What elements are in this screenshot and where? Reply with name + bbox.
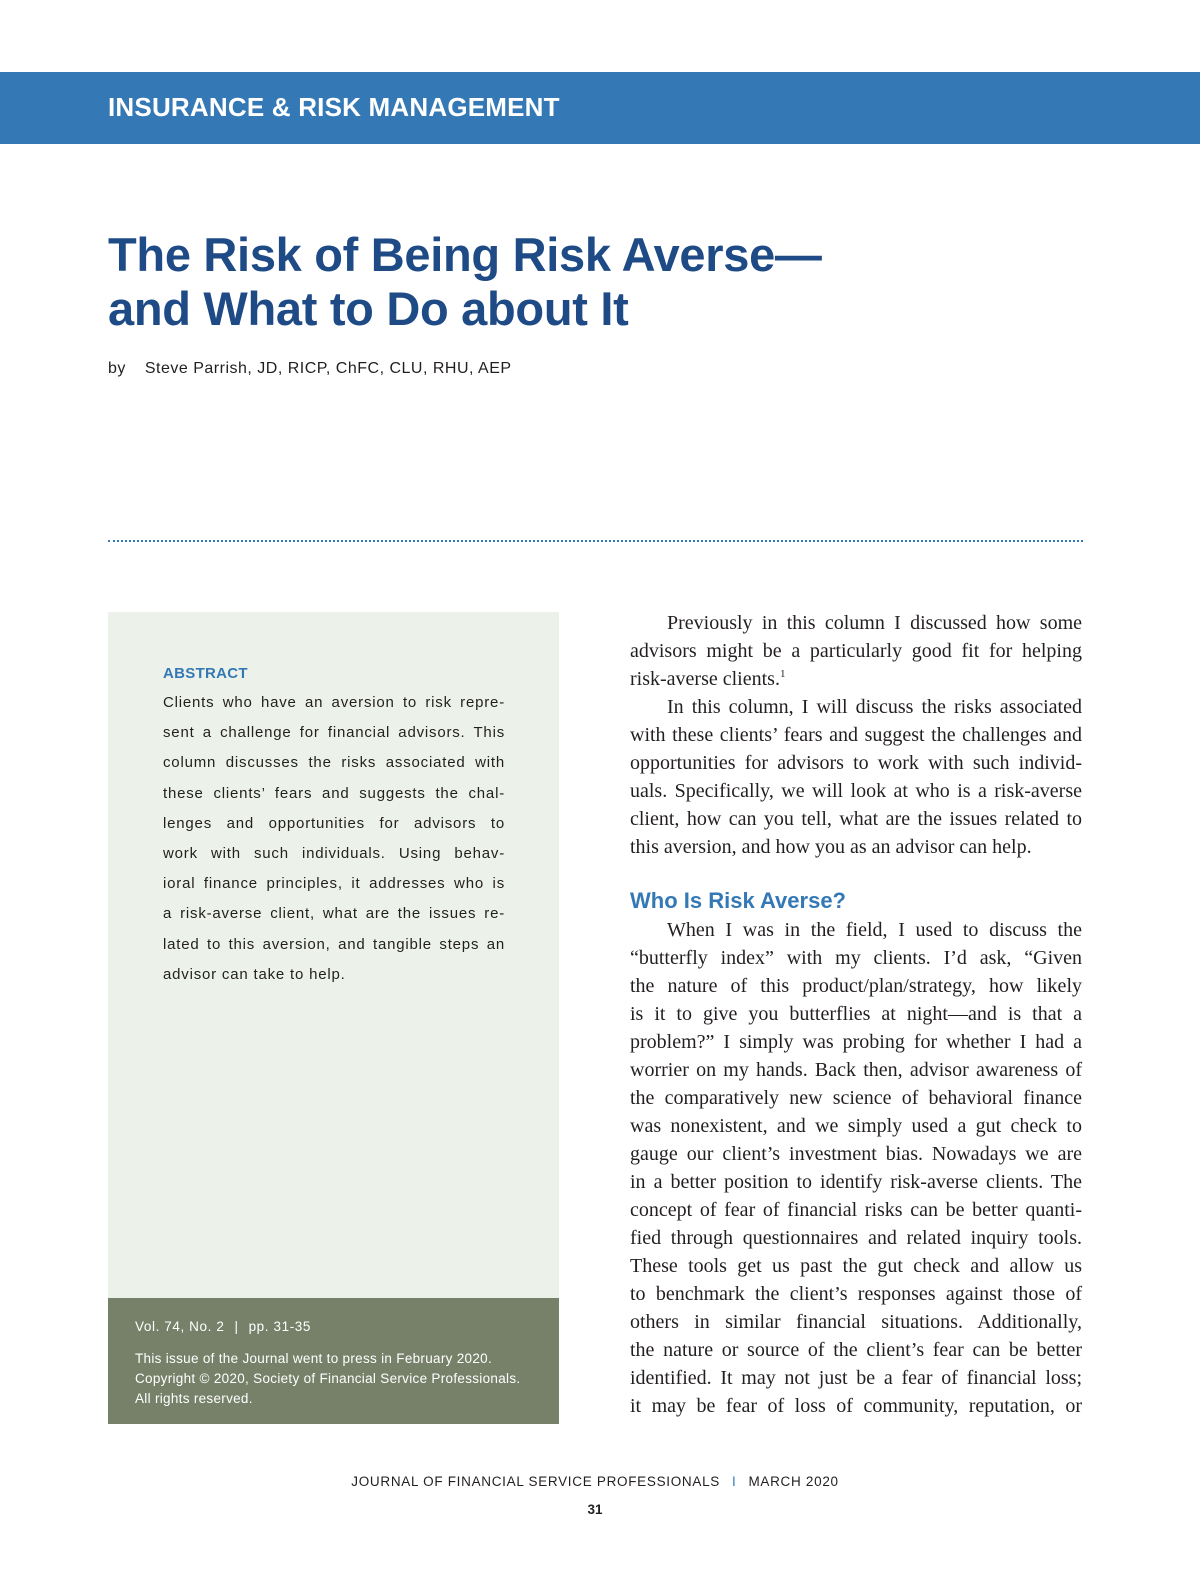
- abstract-line: these clients’ fears and suggests the chal-: [163, 784, 505, 802]
- body-line: others in similar financial situations. Additionally,: [630, 1311, 1082, 1333]
- issue-separator: |: [234, 1319, 239, 1334]
- body-line: worrier on my hands. Back then, advisor awareness of: [630, 1059, 1082, 1081]
- body-line: opportunities for advisors to work with such individ-: [630, 752, 1082, 774]
- page-number: 31: [587, 1502, 603, 1517]
- abstract-line: column discusses the risks associated with: [163, 754, 505, 772]
- section-title: INSURANCE & RISK MANAGEMENT: [108, 92, 560, 122]
- abstract-line: work with such individuals. Using behav-: [163, 845, 505, 863]
- footer-separator: I: [732, 1474, 737, 1489]
- abstract-line: advisor can take to help.: [163, 965, 346, 983]
- abstract-heading: ABSTRACT: [163, 665, 248, 682]
- footnote-reference[interactable]: 1: [779, 668, 786, 680]
- body-line: client, how can you tell, what are the issues related to: [630, 808, 1082, 830]
- body-line: identified. It may not just be a fear of financial loss;: [630, 1367, 1082, 1389]
- press-note-line: Copyright © 2020, Society of Financial Service Professionals.: [135, 1371, 521, 1386]
- body-text: risk-averse clients.: [630, 668, 780, 690]
- byline-prefix: by: [108, 360, 126, 377]
- dotted-divider: [108, 540, 1083, 542]
- body-line: with these clients’ fears and suggest the challenges and: [630, 724, 1082, 746]
- body-line: uals. Specifically, we will look at who is a risk-averse: [630, 780, 1082, 802]
- body-line: gauge our client’s investment bias. Nowadays we are: [630, 1143, 1082, 1165]
- article-title-line: The Risk of Being Risk Averse—: [108, 228, 822, 281]
- body-line: is it to give you butterflies at night—and is that a: [630, 1003, 1082, 1025]
- abstract-line: lenges and opportunities for advisors to: [163, 814, 505, 832]
- issue-info-box: [108, 1298, 559, 1424]
- body-line: the comparatively new science of behavioral finance: [630, 1087, 1082, 1109]
- abstract-line: lated to this aversion, and tangible steps an: [163, 935, 505, 953]
- body-line: fied through questionnaires and related inquiry tools.: [630, 1227, 1082, 1249]
- body-line: When I was in the field, I used to discuss the: [667, 919, 1082, 941]
- section-heading: Who Is Risk Averse?: [630, 888, 846, 913]
- body-line: this aversion, and how you as an advisor can help.: [630, 836, 1032, 858]
- body-line: problem?” I simply was probing for whether I had a: [630, 1031, 1082, 1053]
- abstract-text: [163, 688, 505, 990]
- body-line: concept of fear of financial risks can be better quanti-: [630, 1199, 1082, 1221]
- body-line: was nonexistent, and we simply used a gut check to: [630, 1115, 1082, 1137]
- abstract-line: Clients who have an aversion to risk repre-: [163, 694, 505, 711]
- body-line: advisors might be a particularly good fit for helping: [630, 640, 1082, 662]
- body-line: it may be fear of loss of community, reputation, or: [630, 1395, 1082, 1417]
- body-line: “butterfly index” with my clients. I’d ask, “Given: [630, 947, 1082, 969]
- issue-pages: pp. 31-35: [248, 1319, 312, 1334]
- byline: [108, 360, 512, 378]
- issue-date: MARCH 2020: [748, 1474, 839, 1489]
- section-banner: [0, 72, 1200, 144]
- body-line: the nature or source of the client’s fear can be better: [630, 1339, 1082, 1361]
- body-line: In this column, I will discuss the risks associated: [667, 696, 1082, 718]
- abstract-line: ioral finance principles, it addresses who is: [163, 875, 505, 893]
- journal-name: JOURNAL OF FINANCIAL SERVICE PROFESSIONALS: [351, 1474, 720, 1489]
- press-note-line: All rights reserved.: [135, 1391, 253, 1406]
- issue-volume-line: [135, 1319, 311, 1334]
- body-line: These tools get us past the gut check and allow us: [630, 1255, 1082, 1277]
- press-note: [135, 1349, 545, 1409]
- author-name: Steve Parrish, JD, RICP, ChFC, CLU, RHU, AEP: [144, 360, 512, 377]
- abstract-line: sent a challenge for financial advisors. This: [163, 724, 505, 742]
- body-line: in a better position to identify risk-averse clients. The: [630, 1171, 1082, 1193]
- body-line: [630, 665, 1082, 693]
- article-title: [108, 228, 1008, 336]
- press-note-line: This issue of the Journal went to press in February 2020.: [135, 1351, 493, 1366]
- article-title-line: and What to Do about It: [108, 282, 629, 335]
- body-line: to benchmark the client’s responses against those of: [630, 1283, 1082, 1305]
- body-line: the nature of this product/plan/strategy, how likely: [630, 975, 1082, 997]
- abstract-line: a risk-averse client, what are the issues re-: [163, 905, 505, 923]
- page-footer: [0, 1474, 1190, 1489]
- issue-volume: Vol. 74, No. 2: [135, 1319, 225, 1334]
- abstract-box: [108, 612, 559, 1298]
- article-body: [630, 609, 1082, 1420]
- body-line: Previously in this column I discussed how some: [667, 612, 1082, 634]
